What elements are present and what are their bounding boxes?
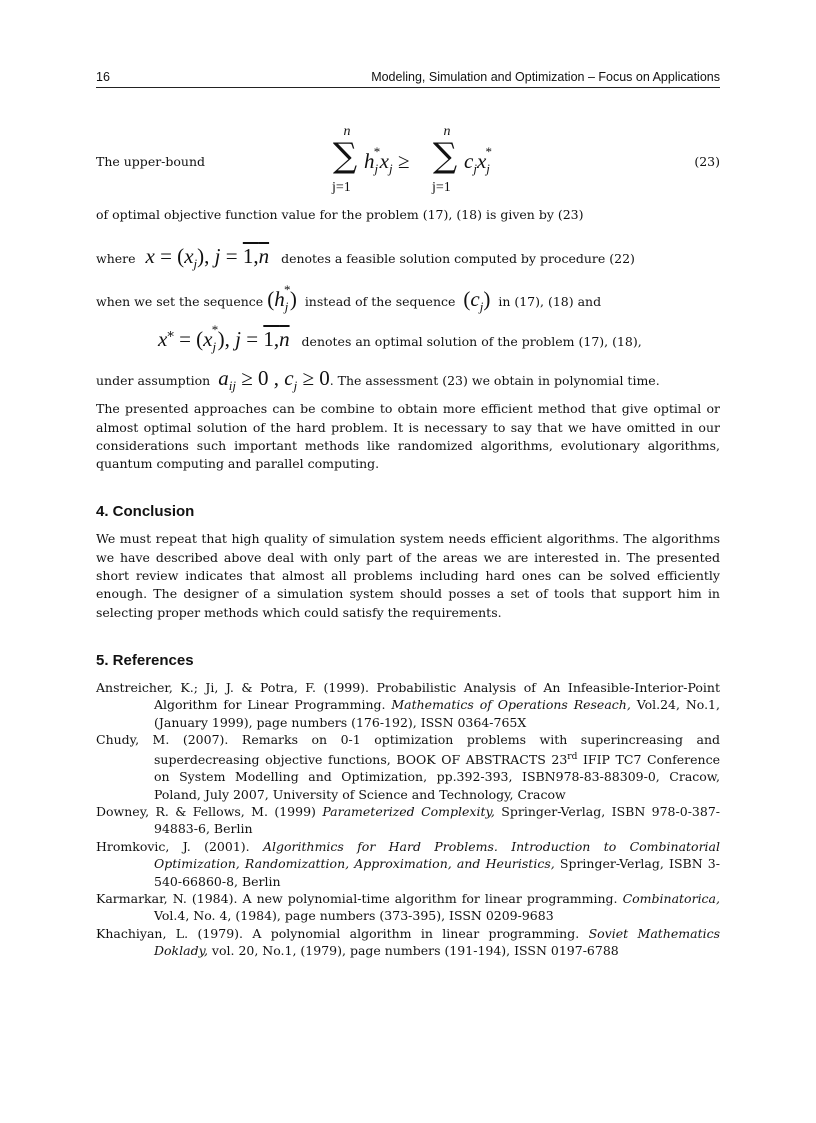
sum-left-term: $h_j^*x_j$ ≥ [364,144,410,177]
section-5-heading: 5. References [96,651,194,669]
references-list [96,679,720,960]
reference-item: Chudy, M. (2007). Remarks on 0-1 optimization problems with superincreasing and superdecreasing objective functions, BOOK OF ABSTRACTS 23rd IFIP TC7 Conference on System Modelling and Optimization, pp.392-393, ISBN978-83-88309-0, Cracow, Poland, July 2007, University of Science and Technology, Cracow [96,732,720,802]
reference-item: Hromkovic, J. (2001). Algorithmics for Hard Problems. Introduction to Combinatorial Optimization, Randomizattion, Approximation, and Heuristics, Springer-Verlag, ISBN 3-540-66860-8, Berlin [96,838,720,889]
equation-number: (23) [694,154,720,169]
reference-item: Downey, R. & Fellows, M. (1999) Parameterized Complexity, Springer-Verlag, ISBN 978-0-387-94883-6, Berlin [96,803,720,837]
when-line: when we set the sequence $(h_j^*)$ instead of the sequence $(c_j)$ in (17), (18) and [96,282,602,315]
page [96,70,720,960]
sum-right-term: $c_jx_j^*$ [464,144,492,177]
reference-item: Karmarkar, N. (1984). A new polynomial-time algorithm for linear programming. Combinatorica, Vol.4, No. 4, (1984), page numbers (373-395), ISSN 0209-9683 [96,891,720,924]
running-header [96,70,720,88]
optimal-line: $x^* = (x_j^*)$, j = 1,n denotes an optimal solution of the problem (17), (18), [158,322,642,355]
reference-item: Khachiyan, L. (1979). A polynomial algorithm in linear programming. Soviet Mathematics Doklady, vol. 20, No.1, (1979), page numbers (191-194), ISSN 0197-6788 [96,925,721,959]
section-4-text: We must repeat that high quality of simulation system needs efficient algorithms. The algorithms we have described above deal with only part of the areas we are interested in. The presented short review indicates that almost all problems including hard ones can be solved efficiently enough. The designer of a simulation system should posses a set of tools that support him in selecting proper methods which could satisfy the requirements. [96,531,720,620]
where-text: denotes a feasible solution computed by procedure (22) [281,251,635,267]
where-line: where $x = (x_j)$, j = 1,n denotes a feasible solution computed by procedure (22) [96,244,635,272]
running-title: Modeling, Simulation and Optimization – Focus on Applications [371,70,720,84]
sum-left: n ∑ j=1 [332,124,358,195]
under-line: under assumption $a_{ij} \ge 0$ , $c_j \ge 0$. The assessment (23) we obtain in polynomial time. [96,366,660,394]
para-after-eq: of optimal objective function value for the problem (17), (18) is given by (23) [96,207,584,222]
page-number: 16 [96,70,110,84]
equation-label: The upper-bound [96,154,206,169]
equation-23 [96,124,720,204]
main-paragraph: The presented approaches can be combine to obtain more efficient method that give optimal or almost optimal solution of the hard problem. It is necessary to say that we have omitted in our considerations such important methods like randomized algorithms, evolutionary algorithms, quantum computing and parallel computing. [96,401,720,472]
reference-item: Anstreicher, K.; Ji, J. & Potra, F. (1999). Probabilistic Analysis of An Infeasible-Interior-Point Algorithm for Linear Programming. Mathematics of Operations Reseach, Vol.24, No.1, (January 1999), page numbers (176-192), ISSN 0364-765X [96,679,720,730]
section-4-heading: 4. Conclusion [96,503,195,521]
sum-right: n ∑ j=1 [432,124,458,195]
